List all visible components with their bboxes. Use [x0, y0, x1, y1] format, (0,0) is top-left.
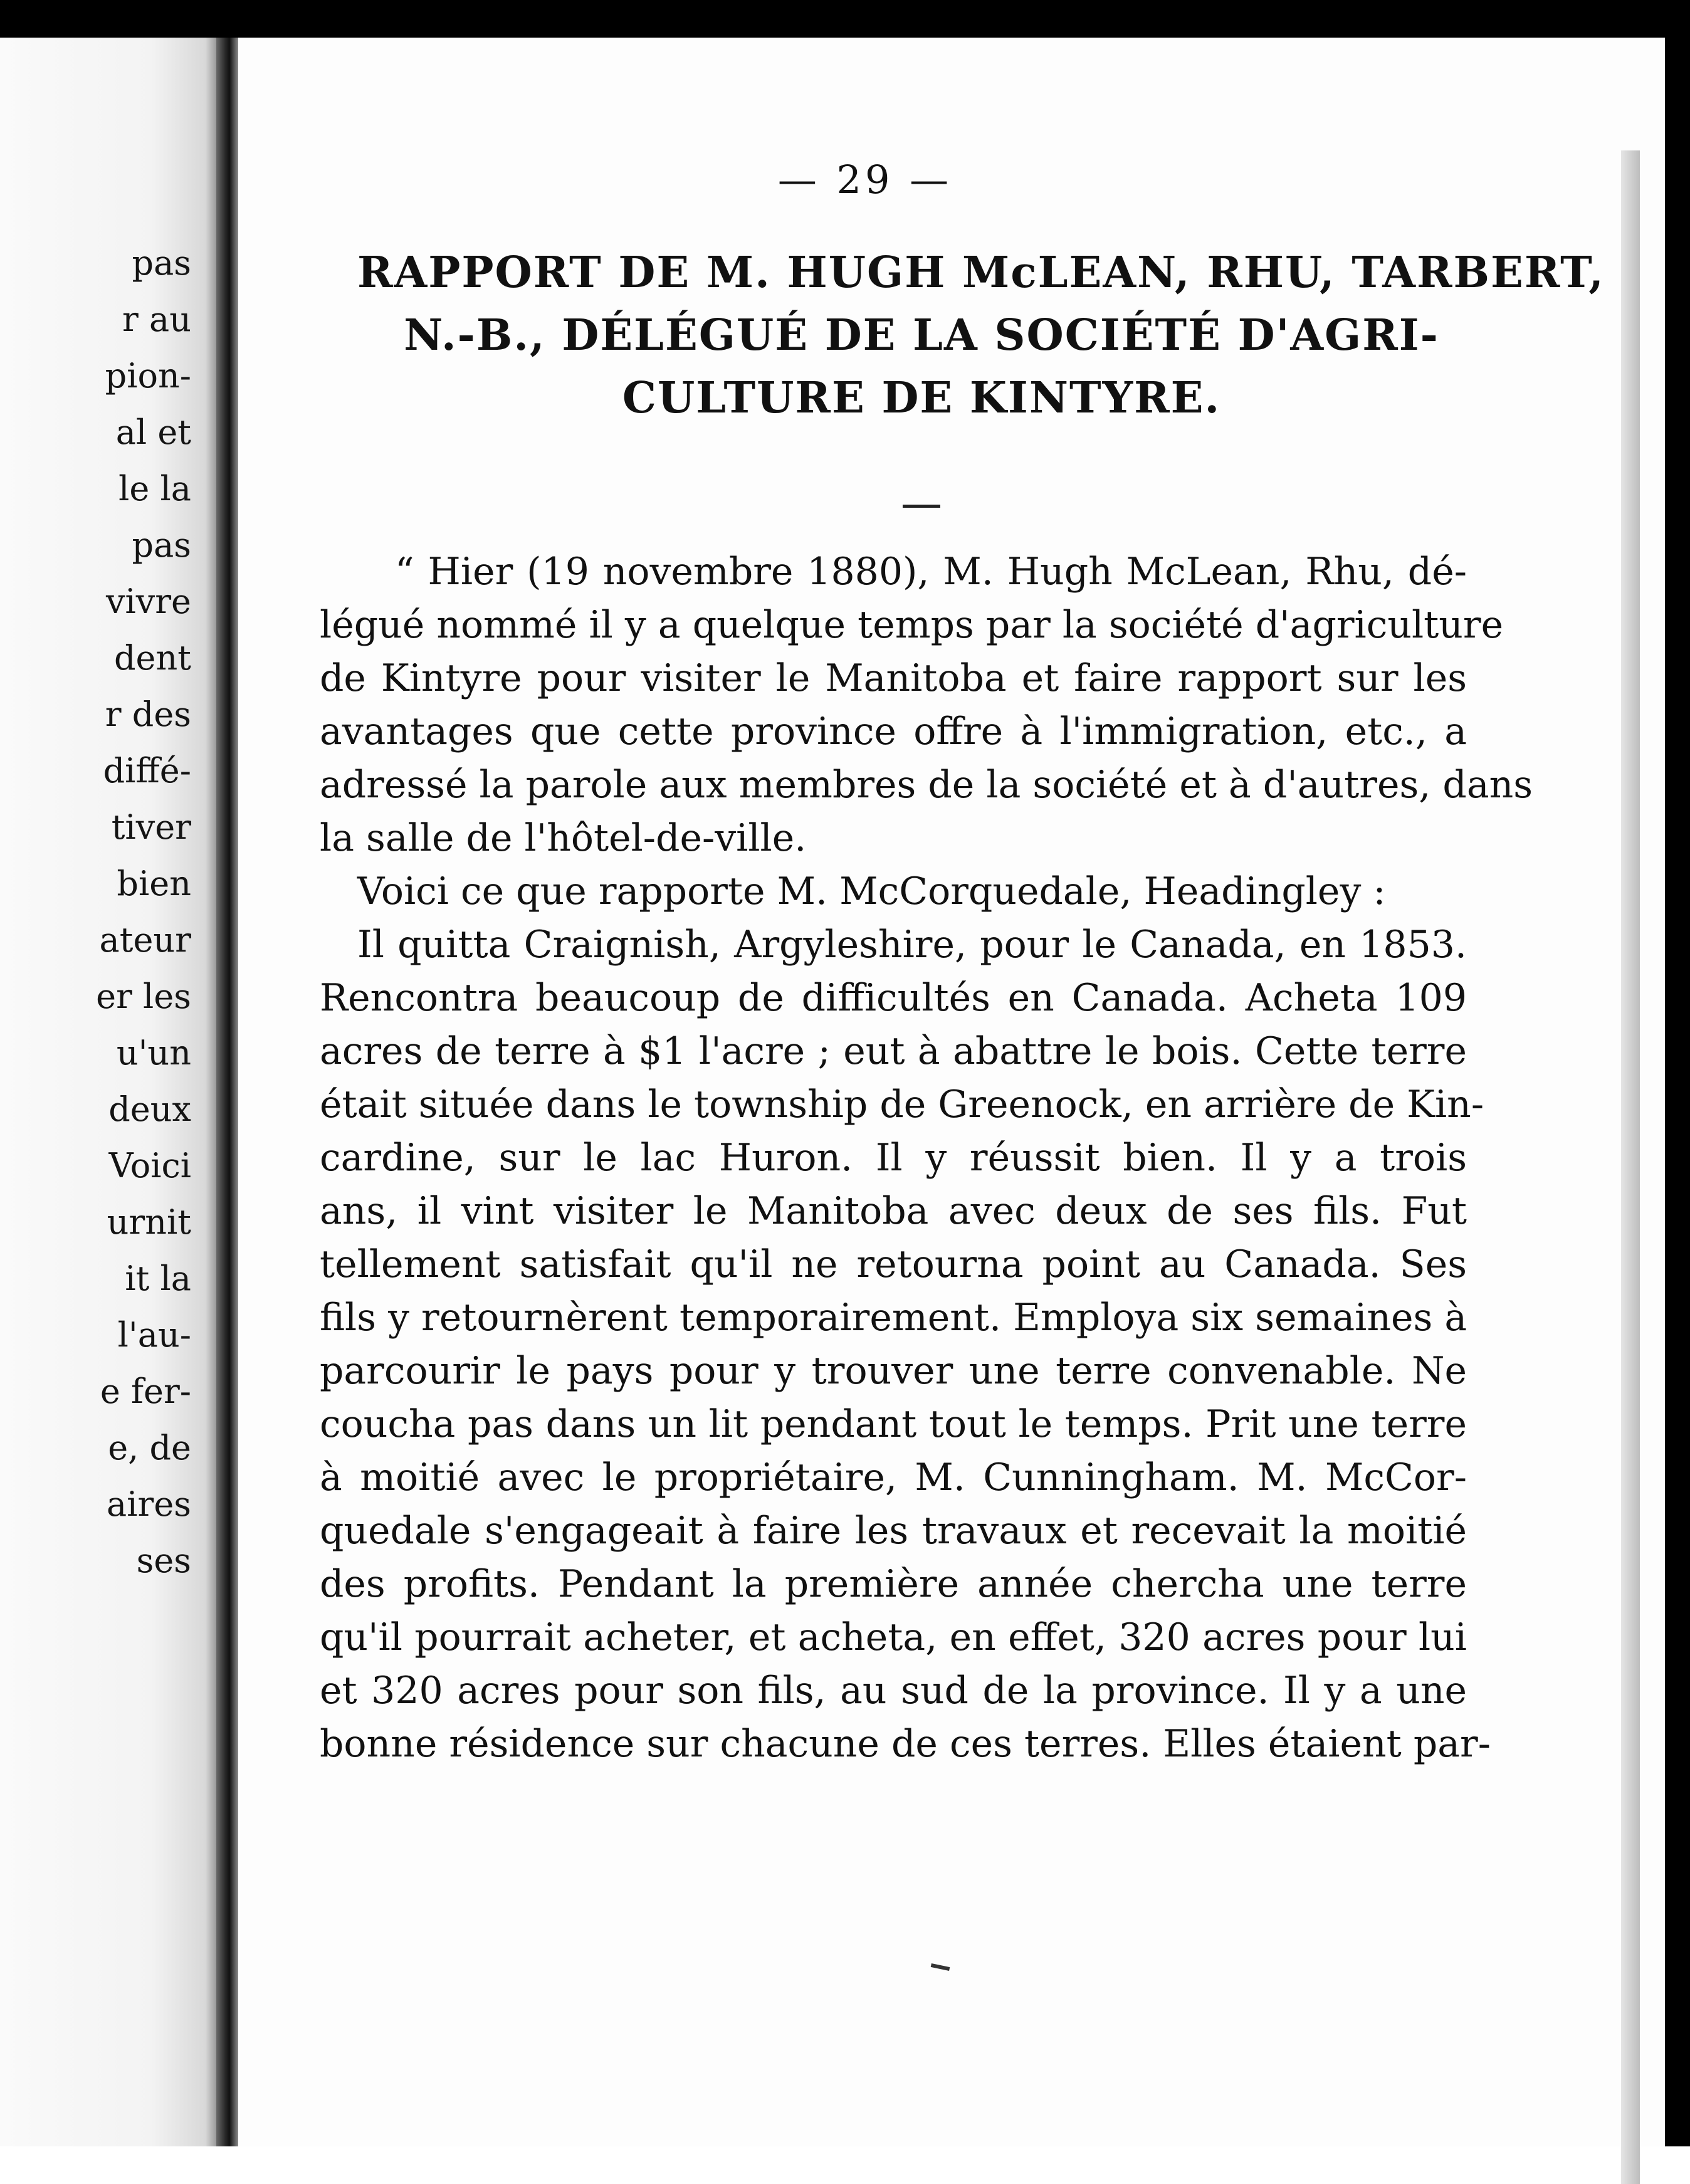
left-page-fragment: pion- — [105, 356, 191, 396]
left-page-fragment: tiver — [111, 807, 191, 847]
left-page-fragment: aires — [107, 1484, 191, 1524]
left-page-fragment: bien — [117, 864, 191, 903]
text-line: des profits. Pendant la première année chercha une terre — [320, 1562, 1467, 1606]
left-page-fragment: ses — [136, 1541, 191, 1580]
left-page-fragment: al et — [115, 412, 191, 452]
text-line: fils y retournèrent temporairement. Employa six semaines à — [320, 1296, 1467, 1340]
text-line: coucha pas dans un lit pendant tout le temps. Prit une terre — [320, 1402, 1467, 1446]
body-text — [320, 545, 1533, 1771]
left-page-fragment: e fer- — [100, 1372, 191, 1411]
text-line: avantages que cette province offre à l'immigration, etc., a — [320, 710, 1467, 753]
left-page-fragment: l'au- — [117, 1315, 191, 1355]
text-line: à moitié avec le propriétaire, M. Cunningham. M. McCor- — [320, 1456, 1467, 1499]
left-page-fragment: r au — [122, 300, 191, 339]
text-line: légué nommé il y a quelque temps par la société d'agriculture — [320, 603, 1504, 647]
title-line: CULTURE DE KINTYRE. — [622, 373, 1221, 423]
text-line: Il quitta Craignish, Argyleshire, pour le Canada, en 1853. — [357, 923, 1467, 967]
text-line: cardine, sur le lac Huron. Il y réussit bien. Il y a trois — [320, 1136, 1467, 1180]
title-line: RAPPORT DE M. HUGH McLEAN, RHU, TARBERT, — [357, 248, 1605, 298]
text-line: tellement satisfait qu'il ne retourna point au Canada. Ses — [320, 1242, 1467, 1286]
text-line: de Kintyre pour visiter le Manitoba et faire rapport sur les — [320, 656, 1467, 700]
left-page-fragment: er les — [96, 977, 191, 1016]
text-line: ans, il vint visiter le Manitoba avec deux de ses fils. Fut — [320, 1189, 1467, 1233]
text-line: était située dans le township de Greenock, en arrière de Kin- — [320, 1083, 1484, 1126]
text-line: Rencontra beaucoup de difficultés en Canada. Acheta 109 — [320, 976, 1467, 1020]
left-page-fragment: ateur — [99, 920, 191, 960]
left-page-fragment: vivre — [105, 582, 191, 621]
text-line: et 320 acres pour son fils, au sud de la province. Il y a une — [320, 1669, 1467, 1713]
scan-border-top — [0, 0, 1690, 38]
left-page-fragment: dent — [113, 638, 191, 678]
left-page-fragment: urnit — [107, 1202, 191, 1242]
left-page-strip — [0, 38, 216, 2146]
text-line: bonne résidence sur chacune de ces terres. Elles étaient par- — [320, 1722, 1491, 1766]
left-page-fragment: pas — [132, 525, 191, 565]
left-page-fragment: r des — [105, 695, 191, 734]
page-edge — [1621, 150, 1640, 2184]
left-page-fragment: deux — [108, 1089, 191, 1129]
book-gutter — [216, 38, 238, 2146]
text-line: qu'il pourrait acheter, et acheta, en effet, 320 acres pour lui — [320, 1615, 1467, 1659]
report-title — [357, 241, 1605, 429]
page-number: — 29 — — [777, 157, 953, 202]
title-line: N.-B., DÉLÉGUÉ DE LA SOCIÉTÉ D'AGRI- — [404, 310, 1439, 360]
text-line: quedale s'engageait à faire les travaux et recevait la moitié — [320, 1509, 1467, 1553]
text-line: “ Hier (19 novembre 1880), M. Hugh McLean, Rhu, dé- — [395, 550, 1467, 594]
text-line: Voici ce que rapporte M. McCorquedale, Headingley : — [357, 869, 1386, 913]
left-page-fragment: Voici — [108, 1146, 191, 1185]
left-page-fragment: u'un — [116, 1033, 191, 1073]
left-page-fragment: le la — [118, 469, 191, 508]
text-line: adressé la parole aux membres de la société et à d'autres, dans — [320, 763, 1533, 807]
left-page-fragment: it la — [125, 1259, 191, 1298]
text-line: la salle de l'hôtel-de-ville. — [320, 816, 807, 860]
left-page-fragment: pas — [132, 243, 191, 283]
text-line: parcourir le pays pour y trouver une terre convenable. Ne — [320, 1349, 1467, 1393]
left-page-fragment: e, de — [108, 1428, 191, 1467]
left-page-fragment: diffé- — [103, 751, 191, 790]
section-divider — [903, 505, 940, 508]
text-line: acres de terre à $1 l'acre ; eut à abattre le bois. Cette terre — [320, 1029, 1467, 1073]
scan-border-right — [1665, 0, 1690, 2146]
